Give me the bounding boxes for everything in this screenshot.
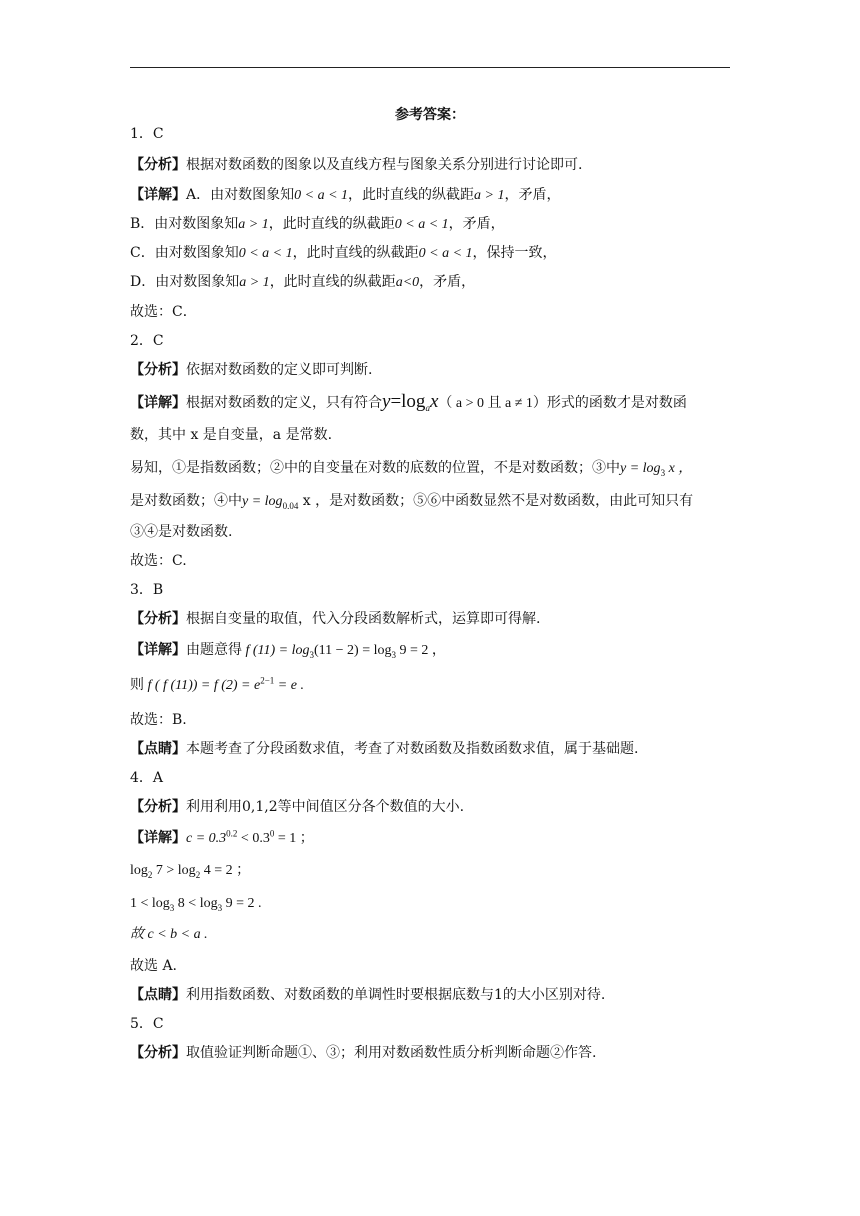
q1-analysis: 【分析】根据对数函数的图象以及直线方程与图象关系分别进行讨论即可.: [130, 157, 583, 173]
q4-number: 4．A: [130, 770, 164, 786]
page-title: 参考答案：: [395, 107, 465, 123]
header-rule: [130, 67, 730, 68]
q1-detail-c: C．由对数图象知0 < a < 1，此时直线的纵截距0 < a < 1，保持一致，: [130, 245, 557, 261]
q1-detail-d: D．由对数图象知a > 1，此时直线的纵截距a<0，矛盾，: [130, 274, 476, 290]
q4-choose: 故选 A.: [130, 958, 178, 974]
q4-detail-1: 【详解】$c = 0.3^{0.2} < 0.3^0 = 1$ ；: [130, 828, 314, 846]
q2-detail-2: 数，其中 x 是自变量，a 是常数.: [130, 427, 333, 443]
q1-detail-b: B．由对数图象知a > 1，此时直线的纵截距0 < a < 1，矛盾，: [130, 216, 505, 232]
q4-analysis: 【分析】利用利用0,1,2等中间值区分各个数值的大小.: [130, 799, 465, 815]
q4-detail-4: 故 c < b < a .: [130, 927, 208, 942]
q1-detail-a: 【详解】A．由对数图象知0 < a < 1，此时直线的纵截距a > 1，矛盾，: [130, 187, 561, 203]
q2-detail-1: 【详解】根据对数函数的定义，只有符合$y=\log_ax$（ a > 0 且 a ≠ 1）形式的函数才是对数函: [130, 391, 687, 413]
q1-number: 1．C: [130, 126, 164, 142]
q4-detail-2: $\log_2 7 > \log_2 4 = 2$ ；: [130, 863, 251, 880]
q2-detail-4: 是对数函数；④中$y = \log_{0.04} x$ ，是对数函数；⑤⑥中函数显然不是对数函数，由此可知只有: [130, 493, 694, 511]
q3-detail-1: 【详解】由题意得 f $(11) = \log_3(11 - 2) = \log_3 9 = 2$ ，: [130, 642, 446, 660]
q2-number: 2．C: [130, 333, 164, 349]
q5-number: 5．C: [130, 1016, 164, 1032]
q3-analysis: 【分析】根据自变量的取值，代入分段函数解析式，运算即可得解.: [130, 611, 541, 627]
q5-analysis: 【分析】取值验证判断命题①、③；利用对数函数性质分析判断命题②作答.: [130, 1045, 597, 1061]
q3-comment: 【点睛】本题考查了分段函数求值，考查了对数函数及指数函数求值，属于基础题.: [130, 741, 639, 757]
q3-number: 3．B: [130, 582, 164, 598]
q2-analysis: 【分析】依据对数函数的定义即可判断.: [130, 362, 373, 378]
q4-comment: 【点睛】利用指数函数、对数函数的单调性时要根据底数与1的大小区别对待.: [130, 987, 606, 1003]
q3-detail-2: 则 f ( f (11)) = f $(2) = e^{2-1} = e$ .: [130, 675, 304, 693]
q2-choose: 故选：C.: [130, 553, 187, 569]
q2-detail-3: 易知，①是指数函数；②中的自变量在对数的底数的位置，不是对数函数；③中$y = \log_3 x$ ，: [130, 460, 693, 478]
q1-choose: 故选：C．: [130, 304, 197, 320]
q3-choose: 故选：B.: [130, 712, 187, 728]
q4-detail-3: $1 < \log_3 8 < \log_3 9 = 2$ .: [130, 896, 262, 913]
q2-detail-5: ③④是对数函数.: [130, 524, 233, 540]
